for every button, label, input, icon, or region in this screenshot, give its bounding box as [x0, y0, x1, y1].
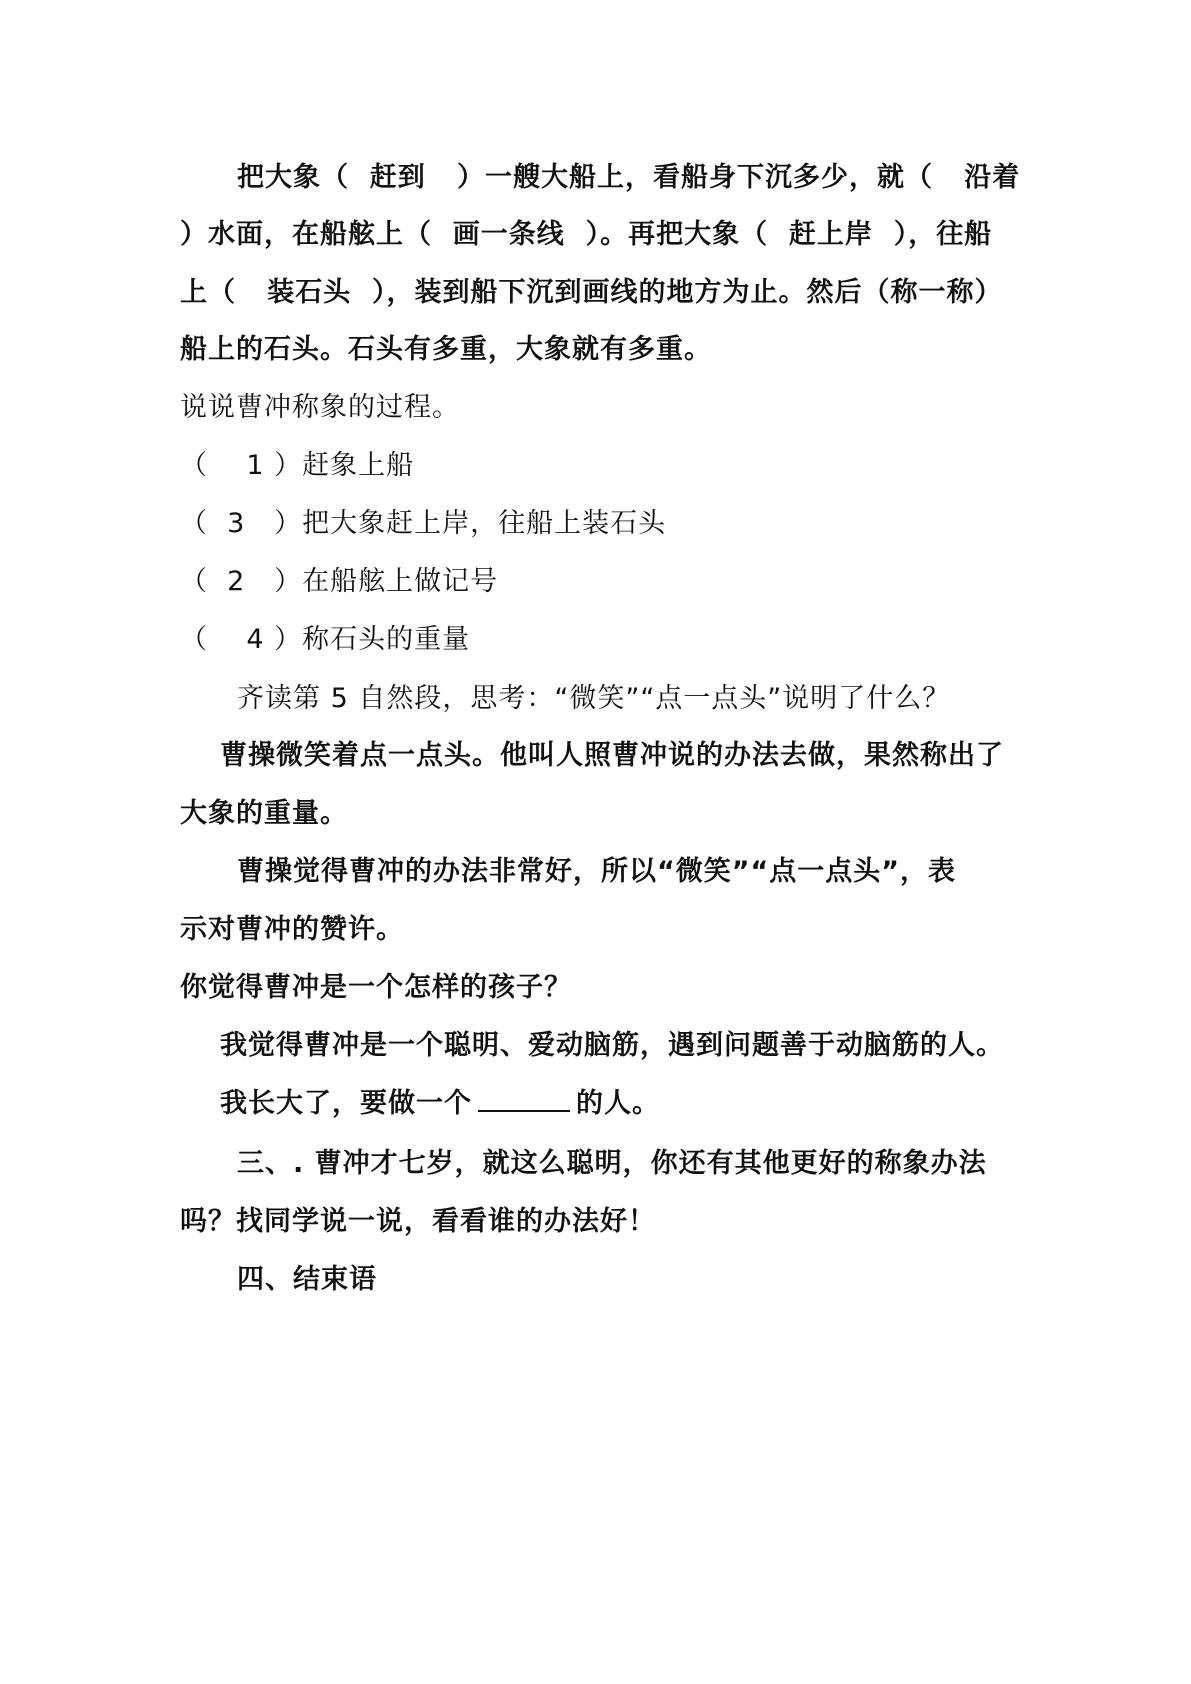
explanation-line-1: 曹操觉得曹冲的办法非常好，所以“微笑”“点一点头”，表 — [237, 856, 956, 887]
step-item: （ 1 ）赶象上船 — [180, 450, 415, 481]
answer-smile-line-1: 曹操微笑着点一点头。他叫人照曹冲说的办法去做，果然称出了 — [220, 740, 1004, 771]
step-item: （ 3 ）把大象赶上岸，往船上装石头 — [180, 508, 667, 539]
question-smile: 齐读第 5 自然段，思考：“微笑”“点一点头”说明了什么？ — [237, 683, 951, 714]
answer-character: 我觉得曹冲是一个聪明、爱动脑筋，遇到问题善于动脑筋的人。 — [220, 1030, 1004, 1061]
step-item: （ 4 ）称石头的重量 — [180, 624, 471, 655]
fill-after: 的人。 — [576, 1088, 660, 1119]
answer-smile-line-2: 大象的重量。 — [180, 798, 348, 829]
paragraph-1-line-2: ）水面，在船舷上（ 画一条线 ）。再把大象（ 赶上岸 ），往船 — [180, 219, 993, 250]
section-four-heading: 四、结束语 — [237, 1264, 377, 1295]
explanation-line-2: 示对曹冲的赞许。 — [180, 914, 404, 945]
paragraph-1-line-3: 上（ 装石头 ），装到船下沉到画线的地方为止。然后（称一称） — [180, 277, 1003, 308]
question-character: 你觉得曹冲是一个怎样的孩子？ — [180, 972, 572, 1003]
fill-blank — [478, 1086, 570, 1112]
paragraph-1-line-4: 船上的石头。石头有多重，大象就有多重。 — [180, 334, 712, 365]
step-item: （ 2 ）在船舷上做记号 — [180, 566, 499, 597]
fill-in-sentence — [220, 1086, 660, 1122]
fill-before: 我长大了，要做一个 — [220, 1088, 472, 1119]
section-three-line-1: 三、. 曹冲才七岁，就这么聪明，你还有其他更好的称象办法 — [237, 1148, 987, 1179]
paragraph-1-line-1: 把大象（ 赶到 ）一艘大船上，看船身下沉多少，就（ 沿着 — [237, 162, 1021, 193]
section-three-line-2: 吗？找同学说一说，看看谁的办法好！ — [180, 1206, 656, 1237]
question-process: 说说曹冲称象的过程。 — [180, 392, 460, 423]
